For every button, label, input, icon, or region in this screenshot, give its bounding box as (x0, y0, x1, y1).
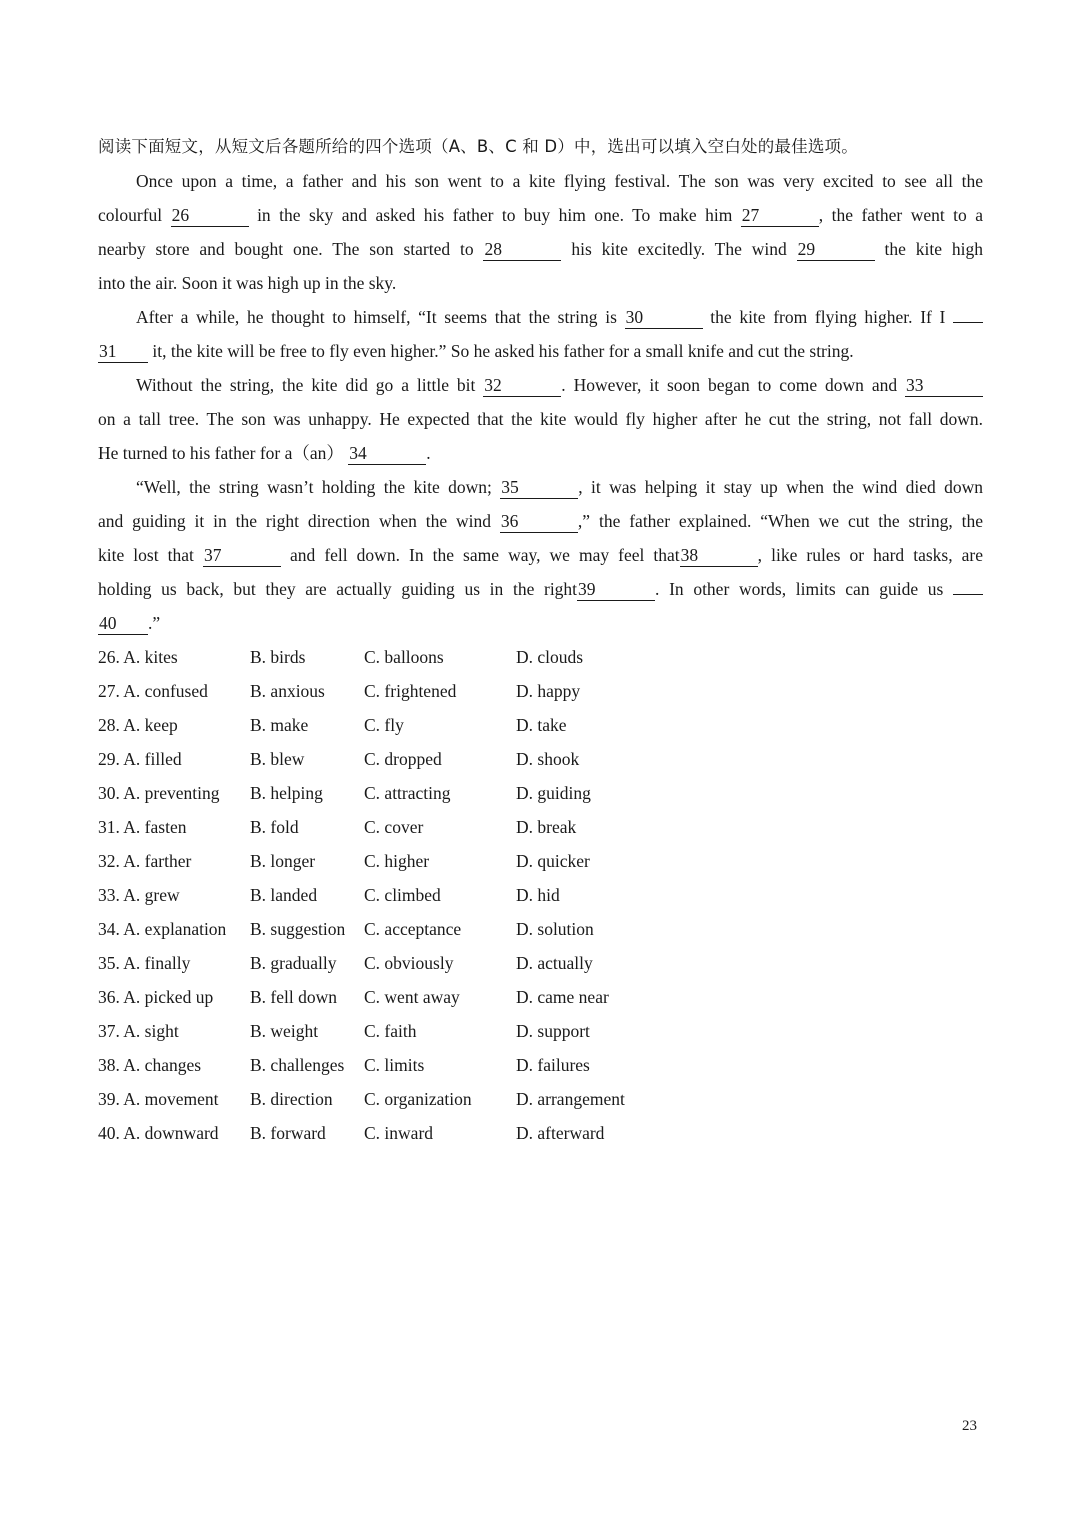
blank-31: 31 (98, 340, 148, 363)
option-d: D. shook (516, 749, 580, 769)
option-c: C. dropped (364, 749, 442, 769)
option-b: B. birds (250, 647, 306, 667)
blank-26: 26 (171, 204, 249, 227)
passage-line (98, 334, 983, 368)
option-a: 29. A. filled (98, 749, 182, 769)
option-d: D. failures (516, 1055, 590, 1075)
question-row (98, 1048, 983, 1082)
blank-27: 27 (741, 204, 819, 227)
option-a: 26. A. kites (98, 647, 178, 667)
option-d: D. take (516, 715, 567, 735)
option-d: D. guiding (516, 783, 591, 803)
option-c: C. cover (364, 817, 424, 837)
passage-line (98, 266, 983, 300)
question-row (98, 776, 983, 810)
blank-39: 39 (577, 578, 655, 601)
option-d: D. hid (516, 885, 560, 905)
option-d: D. support (516, 1021, 590, 1041)
option-a: 33. A. grew (98, 885, 180, 905)
passage-text: , like rules or hard tasks, are (757, 545, 984, 565)
option-b: B. direction (250, 1089, 333, 1109)
passage-text: .” (148, 613, 161, 633)
option-c: C. attracting (364, 783, 451, 803)
passage-text: and fell down. In the same way, we may feel that (290, 545, 680, 565)
question-row (98, 946, 983, 980)
option-c: C. frightened (364, 681, 457, 701)
option-d: D. clouds (516, 647, 584, 667)
blank-29: 29 (797, 238, 875, 261)
passage-line (98, 368, 983, 402)
option-a: 37. A. sight (98, 1021, 179, 1041)
option-b: B. anxious (250, 681, 325, 701)
blank-30: 30 (625, 306, 703, 329)
passage-text: and guiding it in the right direction when the wind (98, 511, 492, 531)
option-b: B. challenges (250, 1055, 345, 1075)
option-a: 34. A. explanation (98, 919, 227, 939)
blank-40-start (953, 572, 983, 595)
question-row (98, 742, 983, 776)
option-d: D. came near (516, 987, 609, 1007)
passage-text: . However, it soon began to come down and (561, 375, 898, 395)
option-a: 38. A. changes (98, 1055, 202, 1075)
option-d: D. arrangement (516, 1089, 625, 1109)
option-b: B. suggestion (250, 919, 346, 939)
option-b: B. gradually (250, 953, 337, 973)
passage-text: ,” the father explained. “When we cut the string, the (577, 511, 984, 531)
option-c: C. acceptance (364, 919, 462, 939)
option-a: 35. A. finally (98, 953, 191, 973)
option-c: C. organization (364, 1089, 472, 1109)
blank-34: 34 (348, 442, 426, 465)
passage-line (98, 402, 983, 436)
passage-text: Without the string, the kite did go a little bit (136, 375, 476, 395)
passage-line (98, 436, 983, 470)
question-row (98, 708, 983, 742)
blank-31-start (953, 300, 983, 323)
passage-line (98, 164, 983, 198)
option-d: D. break (516, 817, 577, 837)
option-b: B. weight (250, 1021, 319, 1041)
passage-text: Once upon a time, a father and his son went to a kite flying festival. The son was very excited to see all the (136, 171, 983, 191)
blank-40: 40 (98, 612, 148, 635)
option-c: C. limits (364, 1055, 425, 1075)
passage-text: He turned to his father for a（an） (98, 443, 344, 463)
option-b: B. blew (250, 749, 305, 769)
option-c: C. balloons (364, 647, 444, 667)
option-b: B. make (250, 715, 309, 735)
option-b: B. fold (250, 817, 299, 837)
passage-line (98, 572, 983, 606)
passage-line (98, 300, 983, 334)
option-b: B. forward (250, 1123, 326, 1143)
passage-text: , it was helping it stay up when the wind died down (578, 477, 983, 497)
blank-36: 36 (500, 510, 578, 533)
passage-text: nearby store and bought one. The son started to (98, 239, 474, 259)
passage-text: holding us back, but they are actually guiding us in the right (98, 579, 578, 599)
question-row (98, 844, 983, 878)
option-c: C. fly (364, 715, 404, 735)
option-c: C. climbed (364, 885, 441, 905)
option-c: C. went away (364, 987, 460, 1007)
passage-line (98, 198, 983, 232)
question-row (98, 878, 983, 912)
blank-33: 33 (905, 374, 983, 397)
passage-line (98, 606, 983, 640)
passage-text: his kite excitedly. The wind (571, 239, 787, 259)
option-a: 31. A. fasten (98, 817, 187, 837)
question-row (98, 1116, 983, 1150)
option-a: 39. A. movement (98, 1089, 219, 1109)
option-a: 27. A. confused (98, 681, 208, 701)
passage-line (98, 538, 983, 572)
blank-37: 37 (203, 544, 281, 567)
blank-35: 35 (500, 476, 578, 499)
option-d: D. solution (516, 919, 594, 939)
option-a: 32. A. farther (98, 851, 192, 871)
blank-32: 32 (483, 374, 561, 397)
option-d: D. quicker (516, 851, 590, 871)
option-b: B. fell down (250, 987, 338, 1007)
passage-line (98, 504, 983, 538)
question-row (98, 912, 983, 946)
option-d: D. afterward (516, 1123, 605, 1143)
option-c: C. higher (364, 851, 430, 871)
option-c: C. obviously (364, 953, 454, 973)
passage-text: into the air. Soon it was high up in the sky. (98, 273, 397, 293)
option-a: 36. A. picked up (98, 987, 214, 1007)
passage-text: . In other words, limits can guide us (655, 579, 944, 599)
option-d: D. happy (516, 681, 581, 701)
blank-28: 28 (483, 238, 561, 261)
passage-text: After a while, he thought to himself, “It seems that the string is (136, 307, 617, 327)
options-list (98, 640, 983, 1150)
passage-text: the kite from flying higher. If I (710, 307, 946, 327)
option-b: B. longer (250, 851, 316, 871)
cloze-section (98, 130, 983, 1150)
question-row (98, 640, 983, 674)
passage-text: , the father went to a (818, 205, 984, 225)
question-row (98, 1082, 983, 1116)
passage-text: “Well, the string wasn’t holding the kite down; (136, 477, 492, 497)
passage-text: colourful (98, 205, 163, 225)
question-row (98, 674, 983, 708)
question-row (98, 810, 983, 844)
option-a: 40. A. downward (98, 1123, 219, 1143)
instruction: 阅读下面短文，从短文后各题所给的四个选项（A、B、C 和 D）中，选出可以填入空白处的最佳选项。 (98, 137, 858, 156)
passage-text: in the sky and asked his father to buy him one. To make him (257, 205, 733, 225)
option-c: C. faith (364, 1021, 417, 1041)
passage-line (98, 470, 983, 504)
passage-text: on a tall tree. The son was unhappy. He expected that the kite would fly higher after he cut the string, not fall down. (98, 409, 983, 429)
option-b: B. helping (250, 783, 323, 803)
question-row (98, 1014, 983, 1048)
blank-38: 38 (680, 544, 758, 567)
question-row (98, 980, 983, 1014)
passage-text: it, the kite will be free to fly even higher.” So he asked his father for a small knife and cut the string. (152, 341, 854, 361)
passage-text: kite lost that (98, 545, 194, 565)
passage-text: the kite high (884, 239, 983, 259)
passage-text: . (426, 443, 431, 463)
option-d: D. actually (516, 953, 593, 973)
option-a: 30. A. preventing (98, 783, 220, 803)
option-c: C. inward (364, 1123, 434, 1143)
page-number: 23 (962, 1418, 977, 1434)
option-b: B. landed (250, 885, 318, 905)
passage-line (98, 232, 983, 266)
option-a: 28. A. keep (98, 715, 178, 735)
